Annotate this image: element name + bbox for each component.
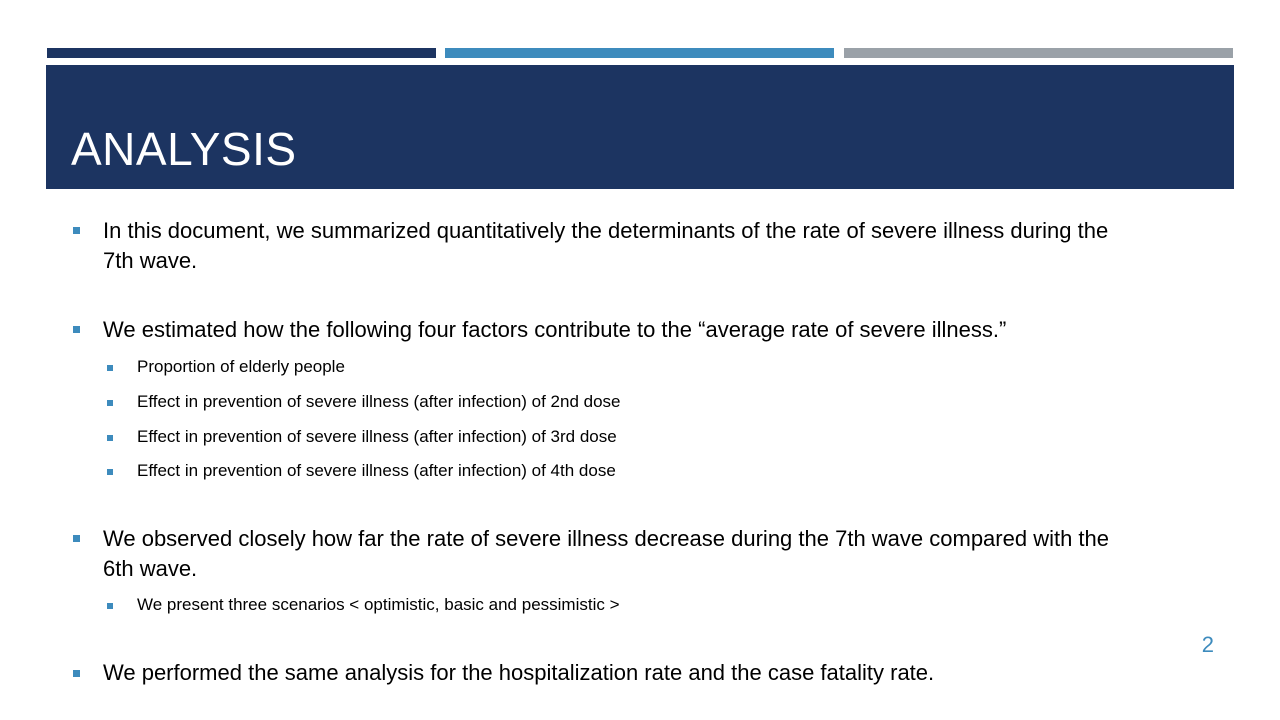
bullet-text-line: We observed closely how far the rate of severe illness decrease during the 7th wave compared with the bbox=[103, 526, 1110, 551]
bullet-text-line: 6th wave. bbox=[103, 556, 198, 581]
bullet-text-line: 7th wave. bbox=[103, 248, 198, 273]
sub-bullet-marker-icon bbox=[107, 400, 113, 406]
bullet-text-line: In this document, we summarized quantitatively the determinants of the rate of severe illness during the bbox=[103, 218, 1109, 243]
sub-bullet-marker-icon bbox=[107, 603, 113, 609]
sub-bullet-marker-icon bbox=[107, 435, 113, 441]
sub-bullet-marker-icon bbox=[107, 469, 113, 475]
sub-bullet-text: Proportion of elderly people bbox=[137, 357, 345, 376]
bullet-marker-icon bbox=[73, 535, 80, 542]
sub-bullet-marker-icon bbox=[107, 365, 113, 371]
sub-bullet-text: We present three scenarios < optimistic, basic and pessimistic > bbox=[137, 595, 620, 614]
slide-title: ANALYSIS bbox=[71, 123, 297, 175]
bullet-marker-icon bbox=[73, 326, 80, 333]
bullet-text-line: We estimated how the following four factors contribute to the “average rate of severe illness.” bbox=[103, 317, 1007, 342]
sub-bullet-text: Effect in prevention of severe illness (after infection) of 3rd dose bbox=[137, 427, 617, 446]
page-number: 2 bbox=[1201, 632, 1214, 657]
bullet-marker-icon bbox=[73, 227, 80, 234]
sub-bullet-text: Effect in prevention of severe illness (after infection) of 4th dose bbox=[137, 461, 616, 480]
bullet-text-line: We performed the same analysis for the hospitalization rate and the case fatality rate. bbox=[103, 660, 935, 685]
bullet-marker-icon bbox=[73, 670, 80, 677]
sub-bullet-text: Effect in prevention of severe illness (after infection) of 2nd dose bbox=[137, 392, 621, 411]
